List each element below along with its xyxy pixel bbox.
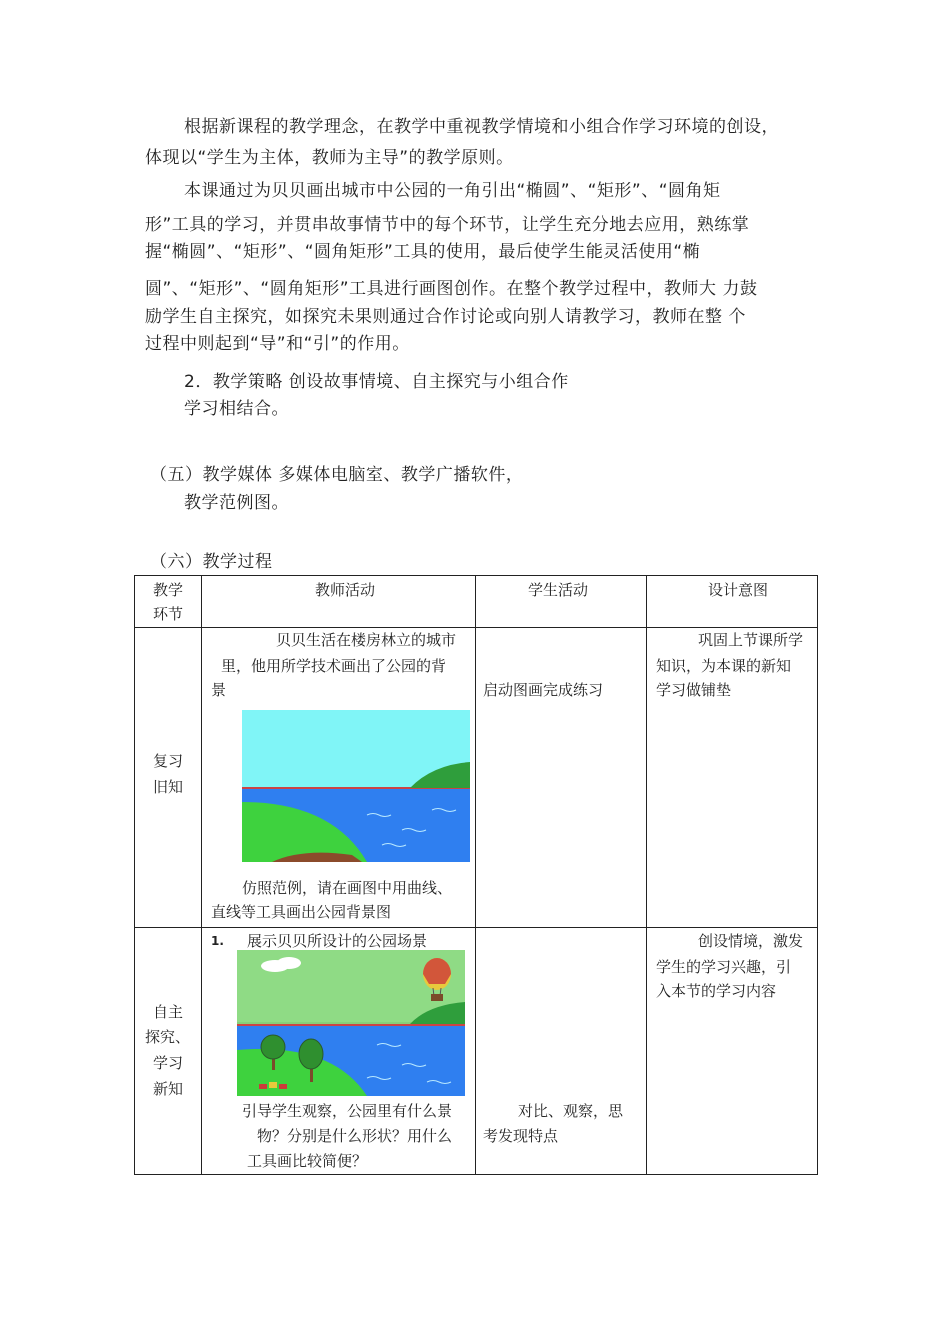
design-intent: 巩固上节课所学 (698, 631, 804, 649)
design-intent: 知识，为本课的新知 (656, 657, 792, 675)
teacher-activity: 工具画比较简便？ (247, 1152, 368, 1170)
teacher-activity: 贝贝生活在楼房林立的城市 (276, 631, 457, 649)
park-background-image (242, 710, 470, 862)
design-intent: 学生的学习兴趣，引 (656, 958, 792, 976)
student-activity: 对比、观察，思 (518, 1102, 624, 1120)
paragraph-line: 学习相结合。 (184, 399, 289, 419)
paragraph-line: 形”工具的学习，并贯串故事情节中的每个环节，让学生充分地去应用，熟练掌 (145, 215, 750, 235)
paragraph-line: 教学范例图。 (184, 493, 289, 513)
teacher-activity: 引导学生观察，公园里有什么景 (242, 1102, 453, 1120)
design-intent: 创设情境，激发 (698, 932, 804, 950)
teacher-activity: 直线等工具画出公园背景图 (211, 903, 392, 921)
stage-label: 自主 (153, 1003, 184, 1021)
teacher-activity: 仿照范例，请在画图中用曲线、 (242, 879, 453, 897)
header-intent: 设计意图 (708, 581, 769, 599)
list-number: 1. (211, 934, 224, 948)
park-scene-image (237, 950, 465, 1096)
design-intent: 学习做铺垫 (656, 681, 732, 699)
student-activity: 启动图画完成练习 (483, 681, 604, 699)
paragraph-line: 过程中则起到“导”和“引”的作用。 (145, 334, 410, 354)
paragraph-line: 圆”、“矩形”、“圆角矩形”工具进行画图创作。在整个教学过程中，教师大 力鼓 (145, 279, 758, 299)
paragraph-line: 根据新课程的教学理念，在教学中重视教学情境和小组合作学习环境的创设， (184, 117, 779, 137)
teacher-activity: 物？分别是什么形状？用什么 (257, 1127, 453, 1145)
paragraph-line: 握“椭圆”、“矩形”、“圆角矩形”工具的使用，最后使学生能灵活使用“椭 (145, 242, 701, 262)
student-activity: 考发现特点 (483, 1127, 559, 1145)
paragraph-line: 体现以“学生为主体，教师为主导”的教学原则。 (145, 148, 514, 168)
stage-label: 学习 (153, 1054, 184, 1072)
teaching-process-table (134, 575, 818, 1175)
stage-label: 复习 (153, 752, 184, 770)
paragraph-line: 励学生自主探究，如探究未果则通过合作讨论或向别人请教学习，教师在整 个 (145, 307, 746, 327)
paragraph-line: 2．教学策略 创设故事情境、自主探究与小组合作 (184, 372, 569, 392)
header-stage: 教学 (153, 581, 184, 599)
header-teacher: 教师活动 (315, 581, 376, 599)
design-intent: 入本节的学习内容 (656, 982, 777, 1000)
stage-label: 旧知 (153, 778, 184, 796)
header-student: 学生活动 (528, 581, 589, 599)
section-heading: （五）教学媒体 多媒体电脑室、教学广播软件， (150, 465, 524, 485)
paragraph-line: 本课通过为贝贝画出城市中公园的一角引出“椭圆”、“矩形”、“圆角矩 (184, 181, 721, 201)
stage-label: 新知 (153, 1080, 184, 1098)
teacher-activity: 里，他用所学技术画出了公园的背 (221, 657, 447, 675)
teacher-activity: 景 (211, 681, 227, 699)
stage-label: 探究、 (145, 1028, 191, 1046)
header-stage: 环节 (153, 605, 184, 623)
teacher-activity: 展示贝贝所设计的公园场景 (247, 932, 428, 950)
section-heading: （六）教学过程 (150, 552, 273, 572)
